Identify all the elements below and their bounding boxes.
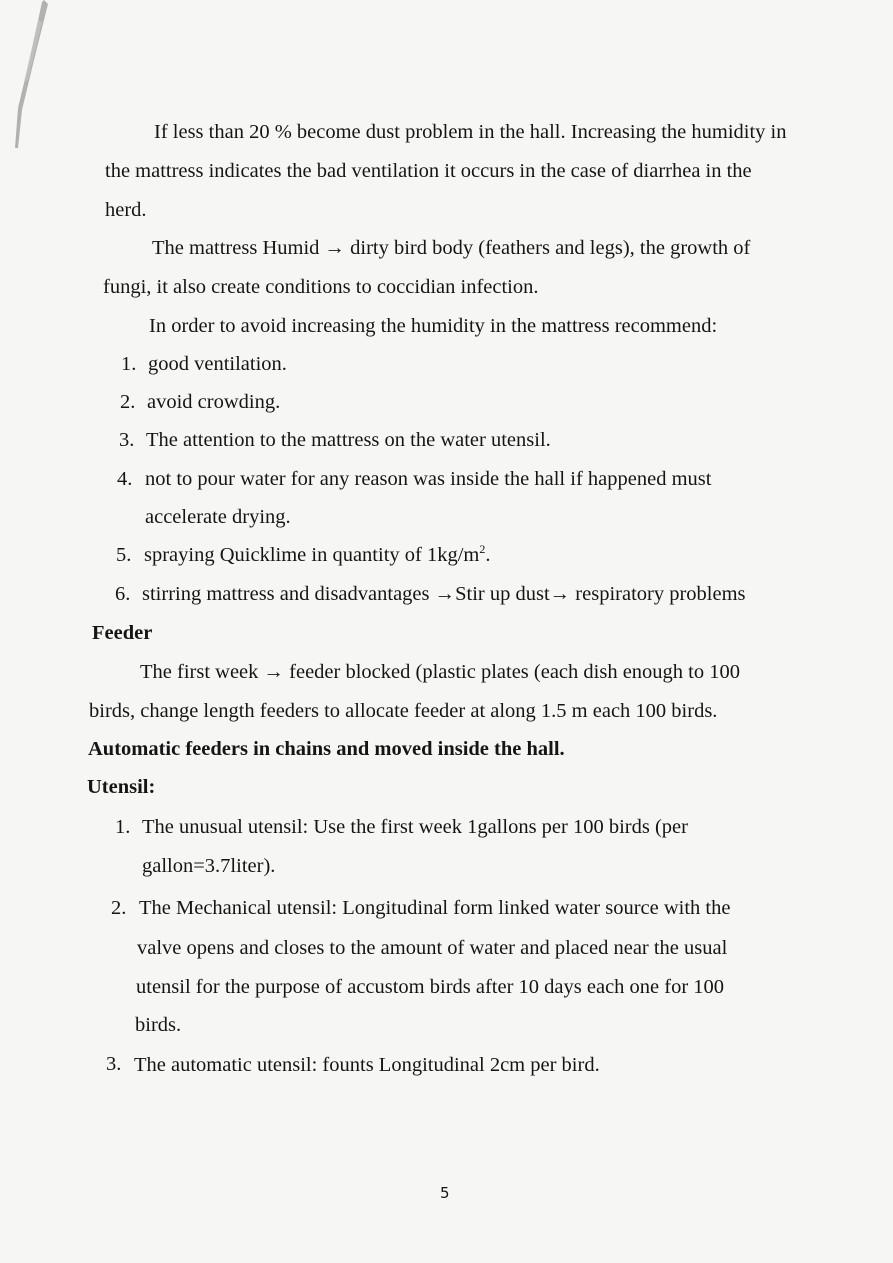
paragraph-line: The first week → feeder blocked (plastic plates (each dish enough to 100 bbox=[140, 661, 740, 683]
list-number: 1. bbox=[121, 353, 137, 375]
list-text: stirring mattress and disadvantages →Stir up dust→ respiratory problems bbox=[142, 583, 746, 605]
list-text: birds. bbox=[135, 1014, 182, 1036]
list-text: The Mechanical utensil: Longitudinal form linked water source with the bbox=[139, 897, 731, 919]
list-text: The attention to the mattress on the water utensil. bbox=[146, 429, 551, 451]
list-number: 1. bbox=[115, 816, 131, 838]
section-heading-utensil: Utensil: bbox=[87, 776, 156, 798]
list-text: gallon=3.7liter). bbox=[142, 855, 276, 877]
paragraph-line: If less than 20 % become dust problem in the hall. Increasing the humidity in bbox=[154, 121, 787, 143]
automatic-feeders-heading: Automatic feeders in chains and moved inside the hall. bbox=[88, 738, 565, 760]
list-text bbox=[144, 543, 490, 567]
list-text: The unusual utensil: Use the first week 1gallons per 100 birds (per bbox=[142, 816, 688, 838]
list-text: good ventilation. bbox=[148, 353, 287, 375]
paragraph-line: In order to avoid increasing the humidity in the mattress recommend: bbox=[149, 315, 718, 337]
list-number: 2. bbox=[120, 391, 136, 413]
scan-edge-mark bbox=[12, 0, 50, 150]
list-text-end: . bbox=[485, 544, 491, 566]
list-text: avoid crowding. bbox=[147, 391, 281, 413]
list-text: utensil for the purpose of accustom birds after 10 days each one for 100 bbox=[136, 976, 725, 998]
list-number: 3. bbox=[119, 429, 135, 451]
list-text: The automatic utensil: founts Longitudinal 2cm per bird. bbox=[134, 1054, 600, 1076]
page-number: 5 bbox=[440, 1184, 450, 1202]
superscript: 2 bbox=[479, 542, 486, 557]
paragraph-line: The mattress Humid → dirty bird body (feathers and legs), the growth of bbox=[152, 237, 751, 259]
paragraph-line: herd. bbox=[105, 199, 147, 221]
list-number: 6. bbox=[115, 583, 131, 605]
paragraph-line: the mattress indicates the bad ventilation it occurs in the case of diarrhea in the bbox=[105, 160, 752, 182]
list-number: 4. bbox=[117, 468, 133, 490]
paragraph-line: fungi, it also create conditions to coccidian infection. bbox=[103, 276, 539, 298]
paragraph-line: birds, change length feeders to allocate feeder at along 1.5 m each 100 birds. bbox=[89, 700, 718, 722]
list-text: not to pour water for any reason was inside the hall if happened must bbox=[145, 468, 712, 490]
list-text-main: spraying Quicklime in quantity of 1kg/m bbox=[144, 544, 480, 566]
section-heading-feeder: Feeder bbox=[92, 622, 153, 644]
list-number: 2. bbox=[111, 897, 127, 919]
list-number: 3. bbox=[106, 1053, 122, 1075]
list-text: valve opens and closes to the amount of water and placed near the usual bbox=[137, 937, 728, 959]
list-text: accelerate drying. bbox=[145, 506, 291, 528]
list-number: 5. bbox=[116, 544, 132, 566]
